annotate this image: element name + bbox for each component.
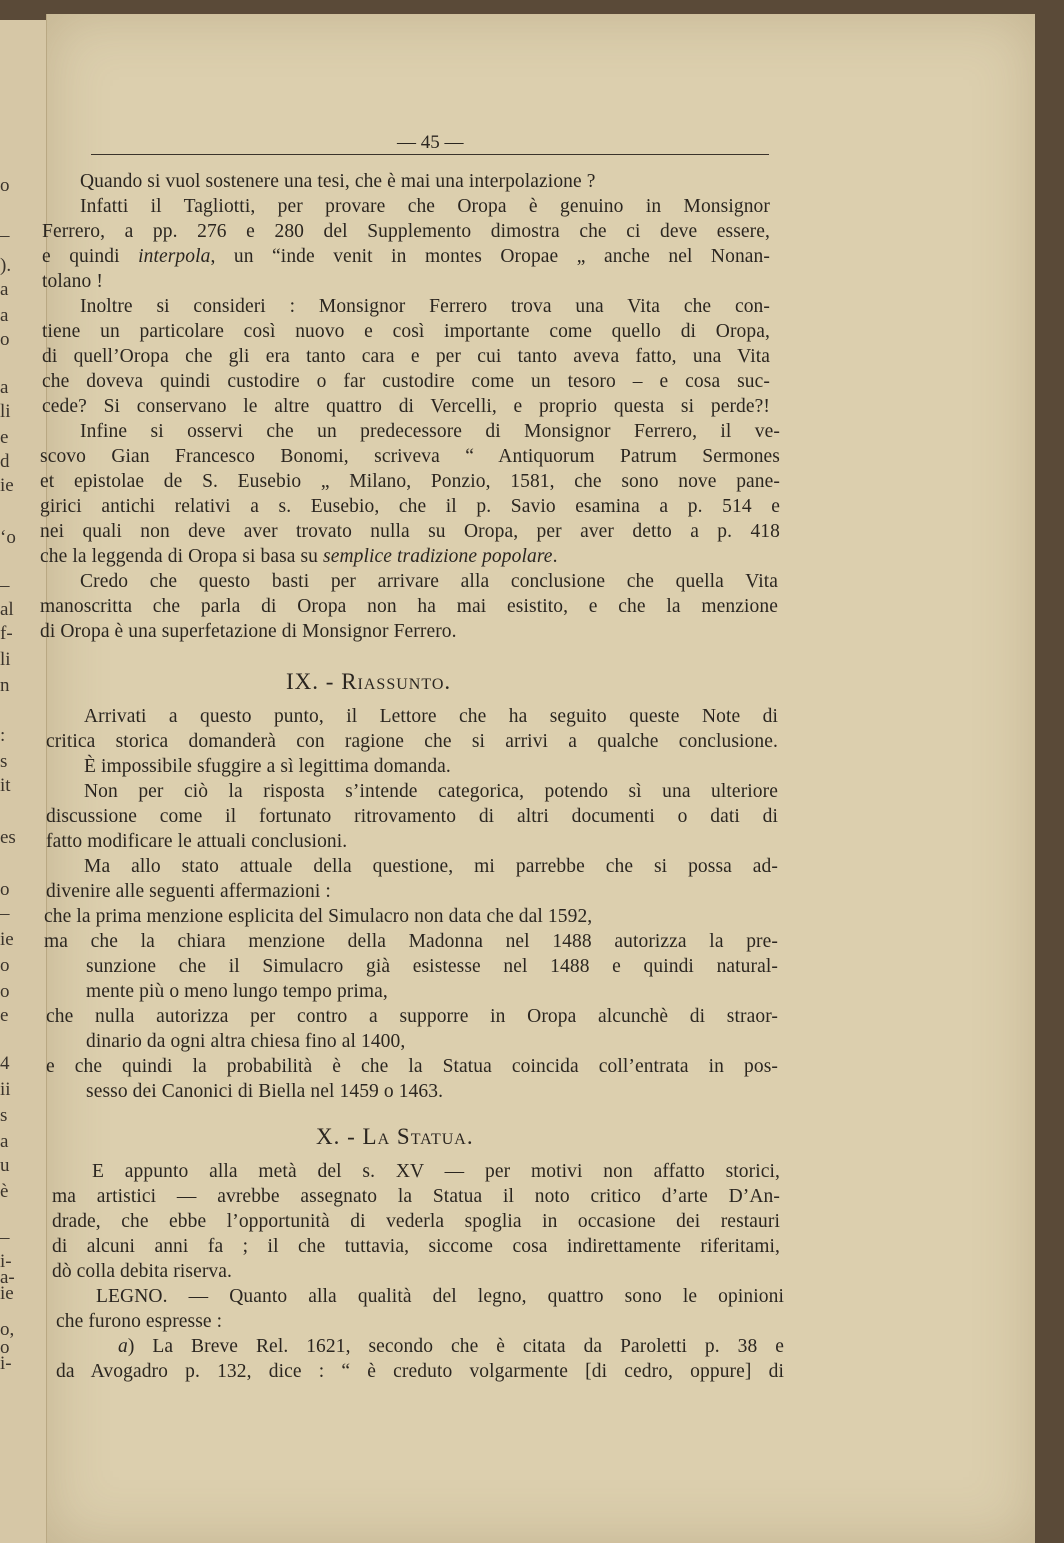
text-line: drade, che ebbe l’opportunità di vederla spoglia in occasione dei restauri — [52, 1211, 780, 1232]
heading-separator: - — [347, 1124, 356, 1149]
text-line: cede? Si conservano le altre quattro di Vercelli, e proprio questa si perde?! — [42, 396, 770, 417]
heading-numeral: X. — [316, 1124, 341, 1149]
section-heading-ix — [286, 670, 451, 694]
text-line: LEGNO. — Quanto alla qualità del legno, quattro sono le opinioni — [96, 1286, 784, 1307]
facing-margin-letter: – — [0, 1227, 10, 1248]
text-line: Non per ciò la risposta s’intende categorica, potendo sì una ulteriore — [84, 781, 778, 802]
facing-margin-letter: o — [0, 955, 10, 976]
list-item: che la prima menzione esplicita del Simulacro non data che dal 1592, — [44, 906, 593, 927]
facing-margin-letter: d — [0, 451, 10, 472]
italic-text: semplice tradizione popolare — [323, 546, 553, 567]
facing-margin-letter: n — [0, 675, 10, 696]
facing-margin-letter: ). — [0, 255, 12, 276]
facing-margin-letter: o — [0, 879, 10, 900]
section-heading-x — [316, 1125, 474, 1149]
facing-margin-letter: s — [0, 751, 8, 772]
heading-title: La Statua. — [362, 1124, 474, 1149]
text-line: tolano ! — [42, 271, 103, 292]
italic-text: a — [118, 1336, 128, 1357]
text-line: Credo che questo basti per arrivare alla conclusione che quella Vita — [80, 571, 778, 592]
facing-margin-letter: o — [0, 175, 10, 196]
facing-margin-letter: o, — [0, 1319, 15, 1340]
facing-margin-letter: al — [0, 599, 14, 620]
text-line: da Avogadro p. 132, dice : “ è creduto volgarmente [di cedro, oppure] di — [56, 1361, 784, 1382]
list-item-continuation: mente più o meno lungo tempo prima, — [86, 981, 388, 1002]
facing-margin-letter: è — [0, 1181, 9, 1202]
facing-margin-letter: ie — [0, 929, 14, 950]
list-item: che nulla autorizza per contro a supporre in Oropa alcunchè di straor- — [46, 1006, 778, 1027]
facing-margin-letter: u — [0, 1155, 10, 1176]
text-line: di alcuni anni fa ; il che tuttavia, siccome cosa indirettamente riferitami, — [52, 1236, 780, 1257]
text-line: di Oropa è una superfetazione di Monsignor Ferrero. — [40, 621, 457, 642]
text-line: e quindi interpola, un “inde venit in montes Oropae „ anche nel Nonan- — [42, 246, 770, 267]
list-item: ma che la chiara menzione della Madonna nel 1488 autorizza la pre- — [44, 931, 778, 952]
page-header — [91, 132, 769, 162]
text-line: che doveva quindi custodire o far custodire come un tesoro – e cosa suc- — [42, 371, 770, 392]
text-line: di quell’Oropa che gli era tanto cara e per cui tanto aveva fatto, una Vita — [42, 346, 770, 367]
text-line: Infine si osservi che un predecessore di Monsignor Ferrero, il ve- — [80, 421, 780, 442]
text-line: Infatti il Tagliotti, per provare che Oropa è genuino in Monsignor — [80, 196, 770, 217]
text-line: che furono espresse : — [56, 1311, 223, 1332]
facing-margin-letter: li — [0, 649, 11, 670]
text-line: Quando si vuol sostenere una tesi, che è mai una interpolazione ? — [80, 171, 596, 192]
facing-margin-letter: ie — [0, 475, 14, 496]
text-line: a) La Breve Rel. 1621, secondo che è citata da Paroletti p. 38 e — [118, 1336, 784, 1357]
facing-margin-letter: 4 — [0, 1053, 10, 1074]
heading-separator: - — [325, 669, 335, 694]
text-line: divenire alle seguenti affermazioni : — [46, 881, 331, 902]
facing-margin-letter: o — [0, 1337, 10, 1358]
facing-margin-letter: – — [0, 575, 10, 596]
facing-margin-letter: i- — [0, 1251, 12, 1272]
page-number: — 45 — — [391, 132, 470, 154]
text-line: girici antichi relativi a s. Eusebio, che il p. Savio esamina a p. 514 e — [40, 496, 780, 517]
facing-margin-letter: s — [0, 1105, 8, 1126]
facing-margin-letter: ii — [0, 1079, 11, 1100]
text-line: tiene un particolare così nuovo e così importante come quello di Oropa, — [42, 321, 770, 342]
list-item-continuation: sesso dei Canonici di Biella nel 1459 o 1463. — [86, 1081, 444, 1102]
facing-margin-letter: a — [0, 279, 9, 300]
facing-margin-letter: it — [0, 775, 11, 796]
text-line: che la leggenda di Oropa si basa su semplice tradizione popolare. — [40, 546, 558, 567]
facing-margin-letter: : — [0, 725, 6, 746]
facing-margin-letter: a- — [0, 1267, 15, 1288]
facing-margin-letter: ie — [0, 1283, 14, 1304]
heading-numeral: IX. — [286, 669, 320, 694]
text-line: Ma allo stato attuale della questione, mi parrebbe che si possa ad- — [84, 856, 778, 877]
text-line: E appunto alla metà del s. XV — per motivi non affatto storici, — [92, 1161, 780, 1182]
facing-margin-letter: es — [0, 827, 16, 848]
facing-margin-letter: f- — [0, 623, 13, 644]
text-line: Inoltre si consideri : Monsignor Ferrero trova una Vita che con- — [80, 296, 770, 317]
facing-margin-letter: – — [0, 903, 10, 924]
text-line: Ferrero, a pp. 276 e 280 del Supplemento dimostra che ci deve essere, — [42, 221, 770, 242]
facing-margin-letter: a — [0, 377, 9, 398]
text-line: È impossibile sfuggire a sì legittima domanda. — [84, 756, 451, 777]
facing-margin-letter: li — [0, 401, 11, 422]
text-line: nei quali non deve aver trovato nulla su Oropa, per aver detto a p. 418 — [40, 521, 780, 542]
facing-margin-letter: o — [0, 981, 10, 1002]
text-line: scovo Gian Francesco Bonomi, scriveva “ Antiquorum Patrum Sermones — [40, 446, 780, 467]
facing-margin-letter: ‘o — [0, 527, 16, 548]
header-rule — [91, 154, 769, 155]
text-line: manoscritta che parla di Oropa non ha mai esistito, e che la menzione — [40, 596, 778, 617]
text-line: Arrivati a questo punto, il Lettore che ha seguito queste Note di — [84, 706, 778, 727]
facing-margin-letter: e — [0, 427, 9, 448]
text-line: ma artistici — avrebbe assegnato la Statua il noto critico d’arte D’An- — [52, 1186, 780, 1207]
facing-margin-letter: e — [0, 1005, 9, 1026]
text-line: discussione come il fortunato ritrovamento di altri documenti o dati di — [46, 806, 778, 827]
facing-margin-letter: o — [0, 329, 10, 350]
heading-title: Riassunto. — [341, 669, 452, 694]
facing-margin-letter: – — [0, 225, 10, 246]
facing-margin-letter: a — [0, 1131, 9, 1152]
list-item-continuation: sunzione che il Simulacro già esistesse nel 1488 e quindi natural- — [86, 956, 778, 977]
italic-text: interpola — [138, 246, 211, 267]
text-line: dò colla debita riserva. — [52, 1261, 232, 1282]
facing-margin-letter: i- — [0, 1353, 12, 1374]
list-item: e che quindi la probabilità è che la Statua coincida coll’entrata in pos- — [46, 1056, 778, 1077]
text-line: critica storica domanderà con ragione che si arrivi a qualche conclusione. — [46, 731, 778, 752]
text-line: et epistolae de S. Eusebio „ Milano, Ponzio, 1581, che sono nove pane- — [40, 471, 780, 492]
list-item-continuation: dinario da ogni altra chiesa fino al 1400, — [86, 1031, 406, 1052]
facing-margin-letter: a — [0, 305, 9, 326]
text-line: fatto modificare le attuali conclusioni. — [46, 831, 348, 852]
